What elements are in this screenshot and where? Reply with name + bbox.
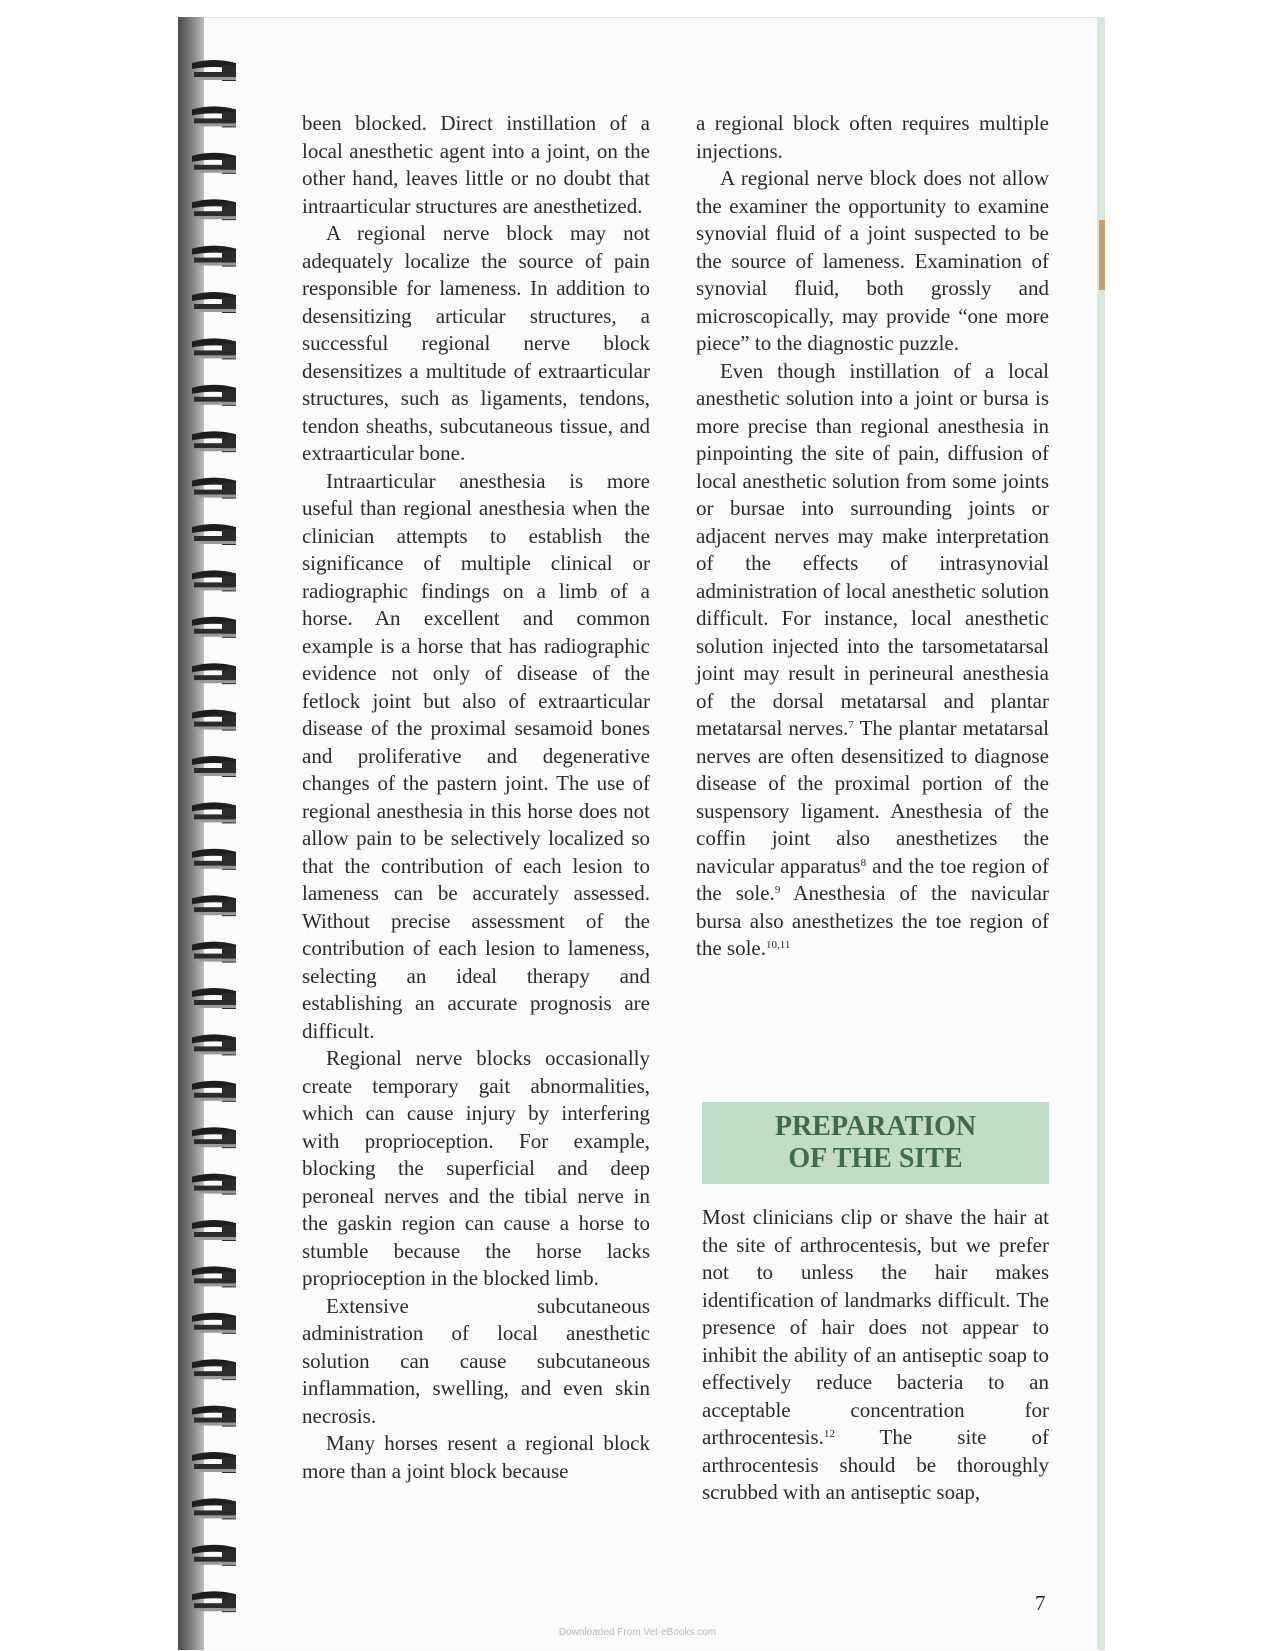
coil-loop <box>192 106 236 127</box>
coil-loop <box>192 524 236 545</box>
coil-loop <box>192 663 236 684</box>
paragraph: A regional nerve block may not adequately localize the source of pain responsible for lameness. In addition to desensitizing articular structures, a successful regional nerve block desensitizes a multitude of extraarticular structures, such as ligaments, tendons, tendon sheaths, subcutaneous tissue, and extraarticular bone. <box>302 221 650 465</box>
coil-loop <box>192 1498 236 1519</box>
paragraph: Intraarticular anesthesia is more useful than regional anesthesia when the clinician attempts to establish the significance of multiple clinical or radiographic findings on a limb of a horse. An excellent and common example is a horse that has radiographic evidence not only of disease of the fetlock joint but also of extraarticular disease of the proximal sesamoid bones and proliferative and degenerative changes of the pastern joint. The use of regional anesthesia in this horse does not allow pain to be selectively localized so that the contribution of each lesion to lameness can be accurately assessed. Without precise assessment of the contribution of each lesion to lameness, selecting an ideal therapy and establishing an accurate prognosis are difficult. <box>302 468 650 1043</box>
coil-loop <box>192 199 236 220</box>
download-source-note: Downloaded From Vet-eBooks.com <box>558 1627 717 1638</box>
coil-loop <box>192 710 236 731</box>
text-run: Even though instillation of a local anesthetic solution into a joint or bursa is more precise than regional anesthesia in pinpointing the site of pain, diffusion of local anesthetic solution from some joints or bursae into surrounding joints or adjacent nerves may make interpretation of the effects of intrasynovial administration of local anesthetic solution difficult. For instance, local anesthetic solution injected into the tarsometatarsal joint may result in perineural anesthesia of the dorsal metatarsal and plantar metatarsal nerves. <box>696 358 1049 740</box>
page-edge-tab-orange <box>1099 220 1105 290</box>
reference-superscript: 8 <box>860 856 867 869</box>
coil-loop <box>192 1266 236 1287</box>
section-text <box>702 1204 1049 1507</box>
text-run: Most clinicians clip or shave the hair at the site of arthrocentesis, but we prefer not to unless the hair makes identification of landmarks difficult. The presence of hair does not appear to inhibit the ability of an antiseptic soap to effectively reduce bacteria to an acceptable concentration for arthrocentesis. <box>702 1205 1049 1449</box>
coil-loop <box>192 292 236 313</box>
coil-loop <box>192 1545 236 1566</box>
paragraph: a regional block often requires multiple injections. <box>696 111 1049 163</box>
coil-loop <box>192 570 236 591</box>
paragraph: Regional nerve blocks occasionally create temporary gait abnormalities, which can cause injury by interfering with proprioception. For example, blocking the superficial and deep peroneal nerves and the tibial nerve in the gaskin region can cause a horse to stumble because the horse lacks proprioception in the blocked limb. <box>302 1046 650 1290</box>
coil-loop <box>192 756 236 777</box>
section-heading <box>775 1111 976 1175</box>
paragraph: Many horses resent a regional block more than a joint block because <box>302 1431 650 1483</box>
coil-loop <box>192 1452 236 1473</box>
coil-loop <box>192 988 236 1009</box>
coil-loop <box>192 1127 236 1148</box>
heading-line: PREPARATION <box>774 1111 977 1142</box>
paragraph: Extensive subcutaneous administration of local anesthetic solution can cause subcutaneous inflammation, swelling, and even skin necrosis. <box>302 1293 650 1428</box>
text-run: and the toe region of the sole. <box>696 853 1049 905</box>
text-run: The plantar metatarsal nerves are often desensitized to diagnose disease of the proximal portion of the suspensory ligament. Anesthesia of the coffin joint also anesthetizes the navicular apparatus <box>696 716 1050 878</box>
coil-loop <box>192 617 236 638</box>
coil-loop <box>192 385 236 406</box>
coil-loop <box>192 942 236 963</box>
coil-loop <box>192 1220 236 1241</box>
reference-superscript: 9 <box>774 884 781 896</box>
coil-loop <box>192 338 236 359</box>
right-text-column <box>696 110 1049 963</box>
section-heading-box <box>702 1102 1049 1184</box>
coil-loop <box>192 895 236 916</box>
heading-line: OF THE SITE <box>788 1143 963 1174</box>
coil-loop <box>192 1359 236 1380</box>
left-text-column <box>302 110 650 1485</box>
coil-loop <box>192 1406 236 1427</box>
coil-loop <box>192 246 236 267</box>
paragraph: A regional nerve block does not allow the examiner the opportunity to examine synovial fluid of a joint suspected to be the source of lameness. Examination of synovial fluid, both grossly and microscopically, may provide “one more piece” to the diagnostic puzzle. <box>696 166 1049 355</box>
reference-superscript: 12 <box>823 1428 835 1440</box>
paragraph <box>696 358 1049 963</box>
coil-loop <box>192 1034 236 1055</box>
reference-superscript: 10,11 <box>765 939 791 951</box>
coil-loop <box>192 60 236 81</box>
coil-loop <box>192 802 236 823</box>
coil-loop <box>192 1081 236 1102</box>
coil-loop <box>192 1313 236 1334</box>
text-run: The site of arthrocentesis should be thoroughly scrubbed with an antiseptic soap, <box>702 1425 1049 1504</box>
coil-loop <box>192 1174 236 1195</box>
reference-superscript: 7 <box>848 719 854 731</box>
coil-loop <box>192 1591 236 1612</box>
page-number: 7 <box>1035 1591 1046 1615</box>
paragraph: been blocked. Direct instillation of a local anesthetic agent into a joint, on the other hand, leaves little or no doubt that intraarticular structures are anesthetized. <box>302 111 650 218</box>
paragraph <box>702 1204 1049 1507</box>
coil-loop <box>192 153 236 174</box>
text-run: Anesthesia of the navicular bursa also anesthetizes the toe region of the sole. <box>696 881 1049 960</box>
coil-loop <box>192 431 236 452</box>
coil-loop <box>192 849 236 870</box>
spiral-binding-icon <box>186 55 256 1635</box>
coil-loop <box>192 478 236 499</box>
